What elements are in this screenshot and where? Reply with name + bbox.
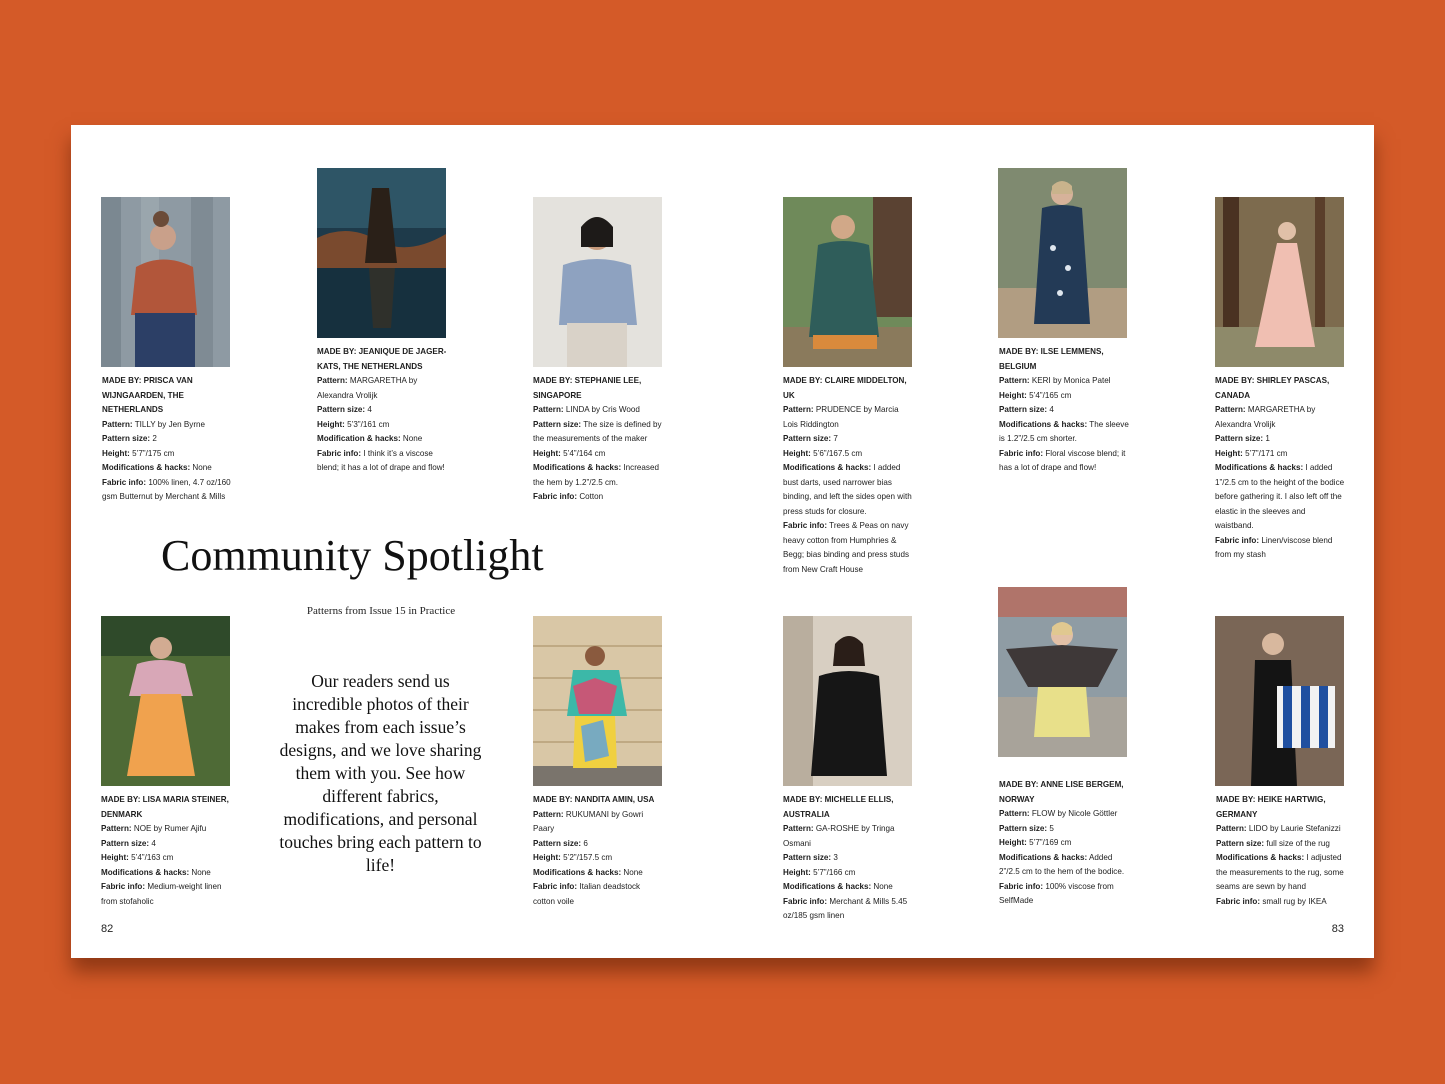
entry-card xyxy=(1215,374,1345,563)
detail-line: Modifications & hacks: Increased the hem by 1.2”/2.5 cm. xyxy=(533,463,659,487)
maker-name: MADE BY: PRISCA VAN WIJNGAARDEN, THE NETHERLANDS xyxy=(102,376,193,414)
entry-card xyxy=(783,793,913,924)
detail-line: Fabric info: Linen/viscose blend from my stash xyxy=(1215,535,1333,559)
detail-line: Modification & hacks: None xyxy=(317,434,423,443)
detail-line: Pattern: LINDA by Cris Wood xyxy=(533,405,640,414)
maker-name: MADE BY: ANNE LISE BERGEM, NORWAY xyxy=(999,780,1124,804)
detail-line: Pattern size: 7 xyxy=(783,434,838,443)
detail-line: Fabric info: Trees & Peas on navy heavy cotton from Humphries & Begg; bias binding and press studs from New Craft House xyxy=(783,521,909,574)
detail-line: Modifications & hacks: The sleeve is 1.2”/2.5 cm shorter. xyxy=(999,419,1129,443)
detail-line: Pattern size: 5 xyxy=(999,823,1054,833)
detail-line: Fabric info: 100% linen, 4.7 oz/160 gsm Butternut by Merchant & Mills xyxy=(102,477,231,501)
detail-line: Modifications & hacks: I added bust darts, used narrower bias binding, and left the sides open with press studs for closure. xyxy=(783,463,912,516)
detail-line: Fabric info: small rug by IKEA xyxy=(1216,896,1327,906)
detail-line: Pattern size: 1 xyxy=(1215,434,1270,443)
photo-3 xyxy=(783,197,912,367)
maker-name: MADE BY: MICHELLE ELLIS, AUSTRALIA xyxy=(783,795,894,819)
photo-8 xyxy=(783,616,912,786)
detail-line: Pattern size: 4 xyxy=(317,405,372,414)
entry-card xyxy=(101,793,231,909)
detail-line: Fabric info: I think it’s a viscose blend; it has a lot of drape and flow! xyxy=(317,448,445,472)
detail-line: Height: 5’4”/163 cm xyxy=(101,853,174,862)
detail-line: Pattern: TILLY by Jen Byrne xyxy=(102,419,206,429)
photo-4 xyxy=(998,168,1127,338)
detail-line: Pattern size: 2 xyxy=(102,434,157,443)
photo-10 xyxy=(1215,616,1344,786)
detail-line: Height: 5’2”/157.5 cm xyxy=(533,853,613,862)
detail-line: Height: 5’4”/164 cm xyxy=(533,448,606,458)
detail-line: Height: 5’6”/167.5 cm xyxy=(783,448,863,458)
entry-card xyxy=(999,345,1129,476)
detail-line: Modifications & hacks: Added 2”/2.5 cm to the hem of the bodice. xyxy=(999,852,1125,876)
detail-line: Modifications & hacks: None xyxy=(101,867,211,877)
maker-name: MADE BY: SHIRLEY PASCAS, CANADA xyxy=(1215,376,1330,400)
entry-card xyxy=(533,374,663,505)
page-subtitle: Patterns from Issue 15 in Practice xyxy=(306,605,456,617)
detail-line: Pattern: PRUDENCE by Marcia Lois Riddington xyxy=(783,405,899,429)
detail-line: Height: 5’7”/169 cm xyxy=(999,838,1072,847)
photo-1 xyxy=(317,168,446,338)
detail-line: Pattern: NOE by Rumer Ajifu xyxy=(101,824,207,833)
detail-line: Pattern: RUKUMANI by Gowri Paary xyxy=(533,809,644,833)
entry-card xyxy=(102,374,232,505)
detail-line: Modifications & hacks: None xyxy=(783,882,893,891)
detail-line: Fabric info: Medium-weight linen from stofaholic xyxy=(101,882,222,906)
entry-card xyxy=(1216,793,1346,909)
detail-line: Modifications & hacks: I adjusted the measurements to the rug, some seams are sewn by hand xyxy=(1216,853,1344,891)
detail-line: Height: 5’4”/165 cm xyxy=(999,390,1072,400)
magazine-spread xyxy=(71,125,1374,958)
photo-0 xyxy=(101,197,230,367)
maker-name: MADE BY: NANDITA AMIN, USA xyxy=(533,795,655,804)
page-number-right: 83 xyxy=(1331,923,1344,935)
detail-line: Pattern size: 6 xyxy=(533,838,588,848)
detail-line: Height: 5’7”/175 cm xyxy=(102,448,175,458)
photo-2 xyxy=(533,197,662,367)
photo-7 xyxy=(533,616,662,786)
detail-line: Pattern: KERI by Monica Patel xyxy=(999,376,1111,385)
photo-5 xyxy=(1215,197,1344,367)
detail-line: Modifications & hacks: I added 1”/2.5 cm to the height of the bodice before gathering it. I also left off the elastic in the sleeves and waistband. xyxy=(1215,463,1345,530)
maker-name: MADE BY: LISA MARIA STEINER, DENMARK xyxy=(101,795,229,819)
detail-line: Pattern: FLOW by Nicole Göttler xyxy=(999,809,1118,818)
detail-line: Fabric info: 100% viscose from SelfMade xyxy=(999,881,1114,905)
detail-line: Pattern size: 3 xyxy=(783,853,838,862)
detail-line: Height: 5’3”/161 cm xyxy=(317,419,390,429)
detail-line: Fabric info: Italian deadstock cotton voile xyxy=(533,882,641,906)
page-number-left: 82 xyxy=(101,923,114,935)
detail-line: Fabric info: Cotton xyxy=(533,492,604,501)
detail-line: Modifications & hacks: None xyxy=(533,867,643,877)
maker-name: MADE BY: CLAIRE MIDDELTON, UK xyxy=(783,376,907,400)
detail-line: Pattern size: 4 xyxy=(101,838,156,848)
detail-line: Height: 5’7”/166 cm xyxy=(783,867,856,877)
entry-card xyxy=(783,374,913,577)
detail-line: Fabric info: Merchant & Mills 5.45 oz/185 gsm linen xyxy=(783,896,908,920)
entry-card xyxy=(317,345,447,476)
page-title: Community Spotlight xyxy=(161,531,544,580)
detail-line: Pattern: LIDO by Laurie Stefanizzi xyxy=(1216,824,1341,833)
detail-line: Pattern size: 4 xyxy=(999,405,1054,414)
entry-card xyxy=(999,778,1129,909)
detail-line: Height: 5’7”/171 cm xyxy=(1215,448,1288,458)
maker-name: MADE BY: ILSE LEMMENS, BELGIUM xyxy=(999,347,1104,371)
detail-line: Pattern: MARGARETHA by Alexandra Vrolijk xyxy=(1215,405,1316,429)
maker-name: MADE BY: JEANIQUE DE JAGER-KATS, THE NETHERLANDS xyxy=(317,347,447,371)
maker-name: MADE BY: STEPHANIE LEE, SINGAPORE xyxy=(533,376,642,400)
detail-line: Pattern size: full size of the rug xyxy=(1216,838,1330,848)
detail-line: Fabric info: Floral viscose blend; it has a lot of drape and flow! xyxy=(999,448,1126,472)
intro-paragraph: Our readers send us incredible photos of their makes from each issue’s designs, and we love sharing them with you. See how different fabrics, modifications, and personal touches bring each pattern to life! xyxy=(279,671,482,875)
detail-line: Pattern: GA-ROSHE by Tringa Osmani xyxy=(783,824,895,848)
detail-line: Modifications & hacks: None xyxy=(102,463,212,472)
detail-line: Pattern size: The size is defined by the measurements of the maker xyxy=(533,419,662,443)
maker-name: MADE BY: HEIKE HARTWIG, GERMANY xyxy=(1216,795,1326,819)
entry-card xyxy=(533,793,663,909)
photo-9 xyxy=(998,587,1127,757)
detail-line: Pattern: MARGARETHA by Alexandra Vrolijk xyxy=(317,376,418,400)
photo-6 xyxy=(101,616,230,786)
